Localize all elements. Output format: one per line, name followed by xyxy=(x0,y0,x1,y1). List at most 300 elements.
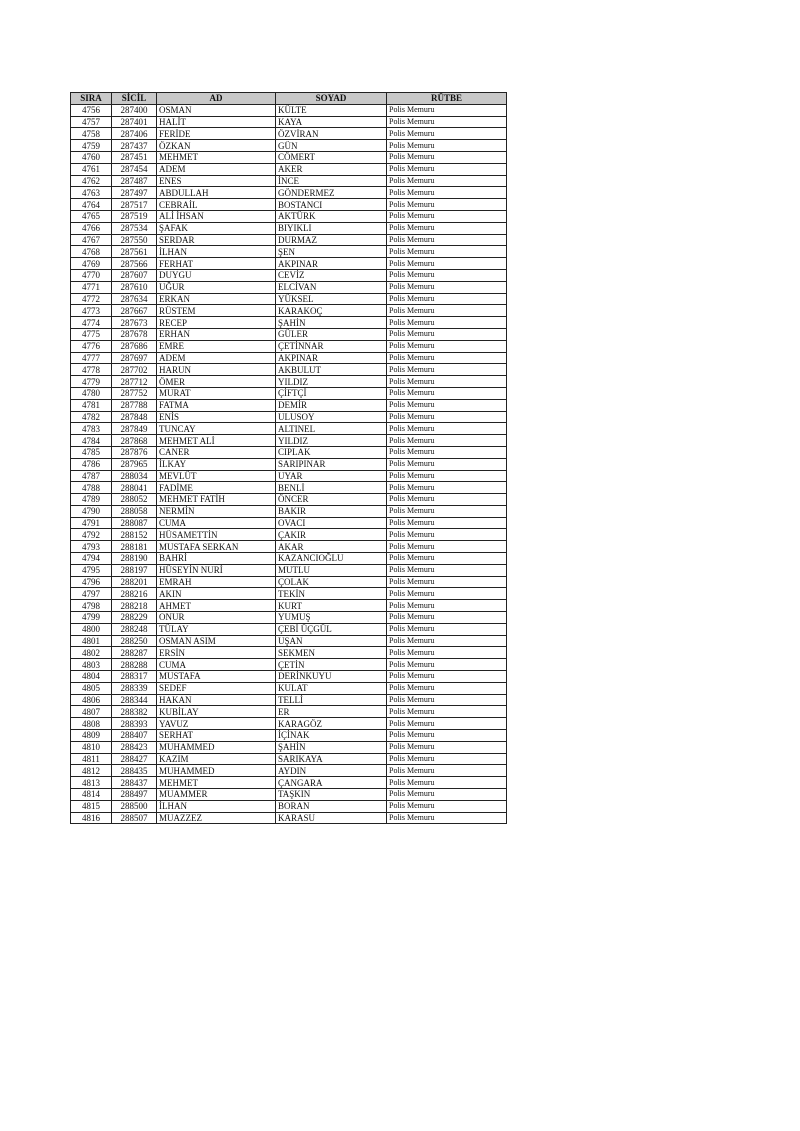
cell-rutbe: Polis Memuru xyxy=(387,470,507,482)
cell-sira: 4799 xyxy=(71,612,112,624)
header-sicil: SİCİL xyxy=(112,93,157,105)
cell-rutbe: Polis Memuru xyxy=(387,151,507,163)
cell-ad: ALİ İHSAN xyxy=(157,210,276,222)
cell-sicil: 288152 xyxy=(112,529,157,541)
cell-sira: 4789 xyxy=(71,494,112,506)
cell-soyad: BIYIKLI xyxy=(276,222,387,234)
cell-sicil: 287965 xyxy=(112,458,157,470)
cell-soyad: AKPINAR xyxy=(276,258,387,270)
cell-sicil: 288435 xyxy=(112,765,157,777)
cell-sicil: 288287 xyxy=(112,647,157,659)
cell-soyad: ULUSOY xyxy=(276,411,387,423)
cell-ad: ENES xyxy=(157,175,276,187)
cell-ad: ERSİN xyxy=(157,647,276,659)
cell-soyad: YILDIZ xyxy=(276,435,387,447)
cell-rutbe: Polis Memuru xyxy=(387,364,507,376)
table-row xyxy=(71,647,507,659)
cell-ad: MURAT xyxy=(157,387,276,399)
cell-soyad: AKTÜRK xyxy=(276,210,387,222)
cell-rutbe: Polis Memuru xyxy=(387,246,507,258)
cell-rutbe: Polis Memuru xyxy=(387,458,507,470)
cell-ad: YAVUZ xyxy=(157,718,276,730)
cell-sira: 4785 xyxy=(71,446,112,458)
cell-ad: ENİS xyxy=(157,411,276,423)
table-row xyxy=(71,199,507,211)
cell-rutbe: Polis Memuru xyxy=(387,175,507,187)
cell-soyad: DEMİR xyxy=(276,399,387,411)
cell-rutbe: Polis Memuru xyxy=(387,541,507,553)
cell-soyad: KAYA xyxy=(276,116,387,128)
cell-soyad: YILDIZ xyxy=(276,376,387,388)
table-row xyxy=(71,458,507,470)
cell-rutbe: Polis Memuru xyxy=(387,718,507,730)
cell-ad: FERİDE xyxy=(157,128,276,140)
cell-rutbe: Polis Memuru xyxy=(387,269,507,281)
cell-sira: 4788 xyxy=(71,482,112,494)
cell-sicil: 287497 xyxy=(112,187,157,199)
cell-sira: 4757 xyxy=(71,116,112,128)
table-row xyxy=(71,222,507,234)
table-header xyxy=(71,93,507,105)
table-row xyxy=(71,234,507,246)
table-row xyxy=(71,789,507,801)
table-row xyxy=(71,741,507,753)
cell-sira: 4796 xyxy=(71,576,112,588)
table-row xyxy=(71,210,507,222)
cell-sira: 4773 xyxy=(71,305,112,317)
cell-sira: 4794 xyxy=(71,553,112,565)
table-row xyxy=(71,541,507,553)
cell-soyad: BORAN xyxy=(276,800,387,812)
cell-soyad: KARASU xyxy=(276,812,387,824)
cell-soyad: KARAKOÇ xyxy=(276,305,387,317)
cell-rutbe: Polis Memuru xyxy=(387,423,507,435)
cell-sicil: 288087 xyxy=(112,517,157,529)
cell-soyad: MUTLU xyxy=(276,564,387,576)
table-row xyxy=(71,682,507,694)
cell-sicil: 287401 xyxy=(112,116,157,128)
cell-ad: NERMİN xyxy=(157,505,276,517)
cell-sira: 4801 xyxy=(71,635,112,647)
cell-rutbe: Polis Memuru xyxy=(387,376,507,388)
table-row xyxy=(71,151,507,163)
cell-soyad: ÇEBİ ÜÇGÜL xyxy=(276,623,387,635)
cell-sicil: 287678 xyxy=(112,328,157,340)
cell-sira: 4768 xyxy=(71,246,112,258)
header-soyad: SOYAD xyxy=(276,93,387,105)
cell-soyad: ŞAHİN xyxy=(276,317,387,329)
cell-soyad: UŞAN xyxy=(276,635,387,647)
cell-sira: 4798 xyxy=(71,600,112,612)
cell-sira: 4808 xyxy=(71,718,112,730)
cell-ad: MEHMET xyxy=(157,777,276,789)
cell-soyad: GÖNDERMEZ xyxy=(276,187,387,199)
cell-rutbe: Polis Memuru xyxy=(387,600,507,612)
cell-rutbe: Polis Memuru xyxy=(387,612,507,624)
cell-rutbe: Polis Memuru xyxy=(387,411,507,423)
cell-rutbe: Polis Memuru xyxy=(387,328,507,340)
cell-ad: MUSTAFA SERKAN xyxy=(157,541,276,553)
cell-rutbe: Polis Memuru xyxy=(387,682,507,694)
cell-soyad: YUMUŞ xyxy=(276,612,387,624)
cell-sicil: 288218 xyxy=(112,600,157,612)
table-row xyxy=(71,564,507,576)
cell-soyad: ÖZVİRAN xyxy=(276,128,387,140)
table-row xyxy=(71,269,507,281)
cell-sira: 4761 xyxy=(71,163,112,175)
cell-sicil: 287848 xyxy=(112,411,157,423)
cell-rutbe: Polis Memuru xyxy=(387,482,507,494)
cell-sicil: 287550 xyxy=(112,234,157,246)
cell-sicil: 288344 xyxy=(112,694,157,706)
cell-rutbe: Polis Memuru xyxy=(387,765,507,777)
cell-sicil: 287876 xyxy=(112,446,157,458)
cell-soyad: UYAR xyxy=(276,470,387,482)
cell-sicil: 288317 xyxy=(112,671,157,683)
cell-rutbe: Polis Memuru xyxy=(387,800,507,812)
header-row xyxy=(71,93,507,105)
cell-sicil: 287788 xyxy=(112,399,157,411)
cell-ad: MUHAMMED xyxy=(157,765,276,777)
table-row xyxy=(71,116,507,128)
cell-rutbe: Polis Memuru xyxy=(387,210,507,222)
cell-rutbe: Polis Memuru xyxy=(387,623,507,635)
cell-sira: 4793 xyxy=(71,541,112,553)
cell-rutbe: Polis Memuru xyxy=(387,647,507,659)
cell-soyad: CIPLAK xyxy=(276,446,387,458)
cell-rutbe: Polis Memuru xyxy=(387,706,507,718)
cell-sicil: 288339 xyxy=(112,682,157,694)
cell-sicil: 287566 xyxy=(112,258,157,270)
cell-ad: HALİT xyxy=(157,116,276,128)
table-row xyxy=(71,494,507,506)
cell-soyad: TAŞKIN xyxy=(276,789,387,801)
table-body xyxy=(71,104,507,824)
cell-rutbe: Polis Memuru xyxy=(387,435,507,447)
table-row xyxy=(71,576,507,588)
cell-sira: 4812 xyxy=(71,765,112,777)
cell-sicil: 288216 xyxy=(112,588,157,600)
cell-ad: MUHAMMED xyxy=(157,741,276,753)
cell-ad: TUNCAY xyxy=(157,423,276,435)
cell-soyad: AKPINAR xyxy=(276,352,387,364)
cell-soyad: KAZANCIOĞLU xyxy=(276,553,387,565)
cell-ad: SEDEF xyxy=(157,682,276,694)
cell-sicil: 288248 xyxy=(112,623,157,635)
cell-sicil: 288427 xyxy=(112,753,157,765)
cell-sira: 4759 xyxy=(71,140,112,152)
cell-sira: 4760 xyxy=(71,151,112,163)
cell-ad: İLHAN xyxy=(157,800,276,812)
cell-rutbe: Polis Memuru xyxy=(387,340,507,352)
cell-sira: 4790 xyxy=(71,505,112,517)
cell-ad: KAZIM xyxy=(157,753,276,765)
cell-soyad: TELLİ xyxy=(276,694,387,706)
cell-ad: FADİME xyxy=(157,482,276,494)
cell-soyad: ER xyxy=(276,706,387,718)
cell-rutbe: Polis Memuru xyxy=(387,258,507,270)
cell-ad: FERHAT xyxy=(157,258,276,270)
cell-sira: 4800 xyxy=(71,623,112,635)
cell-ad: ERKAN xyxy=(157,293,276,305)
cell-soyad: BAKIR xyxy=(276,505,387,517)
cell-sira: 4809 xyxy=(71,730,112,742)
cell-sicil: 288034 xyxy=(112,470,157,482)
cell-sicil: 287517 xyxy=(112,199,157,211)
table-row xyxy=(71,399,507,411)
cell-sira: 4811 xyxy=(71,753,112,765)
cell-rutbe: Polis Memuru xyxy=(387,305,507,317)
table-row xyxy=(71,140,507,152)
cell-sira: 4795 xyxy=(71,564,112,576)
table-row xyxy=(71,777,507,789)
table-row xyxy=(71,470,507,482)
cell-ad: MUAMMER xyxy=(157,789,276,801)
cell-ad: ADEM xyxy=(157,163,276,175)
cell-rutbe: Polis Memuru xyxy=(387,635,507,647)
cell-soyad: AKAR xyxy=(276,541,387,553)
cell-ad: BAHRİ xyxy=(157,553,276,565)
cell-sicil: 288288 xyxy=(112,659,157,671)
cell-sira: 4769 xyxy=(71,258,112,270)
cell-rutbe: Polis Memuru xyxy=(387,529,507,541)
cell-sira: 4772 xyxy=(71,293,112,305)
header-rutbe: RÜTBE xyxy=(387,93,507,105)
cell-ad: CANER xyxy=(157,446,276,458)
cell-sira: 4776 xyxy=(71,340,112,352)
cell-sicil: 287534 xyxy=(112,222,157,234)
cell-sicil: 288500 xyxy=(112,800,157,812)
cell-ad: RÜSTEM xyxy=(157,305,276,317)
cell-rutbe: Polis Memuru xyxy=(387,140,507,152)
cell-sicil: 287519 xyxy=(112,210,157,222)
cell-sicil: 288058 xyxy=(112,505,157,517)
table-row xyxy=(71,505,507,517)
cell-soyad: ÇİFTÇİ xyxy=(276,387,387,399)
cell-sicil: 287752 xyxy=(112,387,157,399)
cell-sira: 4779 xyxy=(71,376,112,388)
cell-ad: İLHAN xyxy=(157,246,276,258)
cell-soyad: AYDIN xyxy=(276,765,387,777)
cell-soyad: AKBULUT xyxy=(276,364,387,376)
cell-ad: MUSTAFA xyxy=(157,671,276,683)
table-row xyxy=(71,128,507,140)
cell-ad: ÖZKAN xyxy=(157,140,276,152)
cell-sira: 4813 xyxy=(71,777,112,789)
table-row xyxy=(71,328,507,340)
cell-rutbe: Polis Memuru xyxy=(387,104,507,116)
table-row xyxy=(71,765,507,777)
cell-sira: 4797 xyxy=(71,588,112,600)
cell-sicil: 287607 xyxy=(112,269,157,281)
table-row xyxy=(71,281,507,293)
cell-ad: HAKAN xyxy=(157,694,276,706)
cell-rutbe: Polis Memuru xyxy=(387,517,507,529)
cell-soyad: GÜN xyxy=(276,140,387,152)
cell-sicil: 287487 xyxy=(112,175,157,187)
cell-soyad: İNCE xyxy=(276,175,387,187)
cell-rutbe: Polis Memuru xyxy=(387,694,507,706)
table-row xyxy=(71,588,507,600)
cell-sira: 4766 xyxy=(71,222,112,234)
table-row xyxy=(71,706,507,718)
cell-sira: 4770 xyxy=(71,269,112,281)
header-ad: AD xyxy=(157,93,276,105)
cell-rutbe: Polis Memuru xyxy=(387,494,507,506)
cell-ad: ÖMER xyxy=(157,376,276,388)
cell-ad: ERHAN xyxy=(157,328,276,340)
cell-soyad: İÇİNAK xyxy=(276,730,387,742)
cell-soyad: KURT xyxy=(276,600,387,612)
cell-sira: 4782 xyxy=(71,411,112,423)
cell-rutbe: Polis Memuru xyxy=(387,812,507,824)
table-row xyxy=(71,659,507,671)
cell-rutbe: Polis Memuru xyxy=(387,222,507,234)
table-row xyxy=(71,718,507,730)
cell-rutbe: Polis Memuru xyxy=(387,789,507,801)
table-row xyxy=(71,387,507,399)
cell-rutbe: Polis Memuru xyxy=(387,163,507,175)
table-row xyxy=(71,104,507,116)
table-row xyxy=(71,364,507,376)
table-row xyxy=(71,258,507,270)
header-sira: SIRA xyxy=(71,93,112,105)
cell-sira: 4803 xyxy=(71,659,112,671)
cell-rutbe: Polis Memuru xyxy=(387,553,507,565)
cell-ad: CEBRAİL xyxy=(157,199,276,211)
cell-sicil: 288052 xyxy=(112,494,157,506)
cell-rutbe: Polis Memuru xyxy=(387,505,507,517)
cell-ad: HÜSEYİN NURİ xyxy=(157,564,276,576)
cell-sicil: 288497 xyxy=(112,789,157,801)
cell-rutbe: Polis Memuru xyxy=(387,187,507,199)
cell-sira: 4774 xyxy=(71,317,112,329)
cell-ad: CUMA xyxy=(157,517,276,529)
cell-sira: 4810 xyxy=(71,741,112,753)
cell-sira: 4756 xyxy=(71,104,112,116)
cell-sicil: 288393 xyxy=(112,718,157,730)
cell-ad: İLKAY xyxy=(157,458,276,470)
cell-sicil: 288407 xyxy=(112,730,157,742)
cell-sira: 4807 xyxy=(71,706,112,718)
cell-sira: 4791 xyxy=(71,517,112,529)
table-row xyxy=(71,305,507,317)
table-row xyxy=(71,175,507,187)
cell-soyad: ÇETİN xyxy=(276,659,387,671)
cell-rutbe: Polis Memuru xyxy=(387,128,507,140)
table-row xyxy=(71,730,507,742)
table-row xyxy=(71,600,507,612)
cell-sira: 4765 xyxy=(71,210,112,222)
cell-sicil: 287697 xyxy=(112,352,157,364)
cell-ad: ABDULLAH xyxy=(157,187,276,199)
cell-ad: SERHAT xyxy=(157,730,276,742)
cell-soyad: DERİNKUYU xyxy=(276,671,387,683)
cell-soyad: KULAT xyxy=(276,682,387,694)
cell-rutbe: Polis Memuru xyxy=(387,659,507,671)
table-row xyxy=(71,812,507,824)
cell-ad: OSMAN ASIM xyxy=(157,635,276,647)
cell-rutbe: Polis Memuru xyxy=(387,399,507,411)
cell-sicil: 287610 xyxy=(112,281,157,293)
cell-ad: SERDAR xyxy=(157,234,276,246)
cell-sicil: 287561 xyxy=(112,246,157,258)
personnel-table xyxy=(70,92,507,824)
table-row xyxy=(71,694,507,706)
cell-rutbe: Polis Memuru xyxy=(387,446,507,458)
cell-rutbe: Polis Memuru xyxy=(387,199,507,211)
cell-sira: 4764 xyxy=(71,199,112,211)
cell-ad: MUAZZEZ xyxy=(157,812,276,824)
table-row xyxy=(71,376,507,388)
cell-sicil: 288423 xyxy=(112,741,157,753)
cell-soyad: ALTINEL xyxy=(276,423,387,435)
cell-ad: UĞUR xyxy=(157,281,276,293)
cell-sicil: 287400 xyxy=(112,104,157,116)
cell-rutbe: Polis Memuru xyxy=(387,588,507,600)
cell-rutbe: Polis Memuru xyxy=(387,116,507,128)
cell-soyad: ÇANGARA xyxy=(276,777,387,789)
table-row xyxy=(71,671,507,683)
cell-sicil: 287454 xyxy=(112,163,157,175)
cell-sira: 4763 xyxy=(71,187,112,199)
cell-rutbe: Polis Memuru xyxy=(387,730,507,742)
table-row xyxy=(71,553,507,565)
cell-sira: 4816 xyxy=(71,812,112,824)
cell-sira: 4783 xyxy=(71,423,112,435)
cell-sira: 4775 xyxy=(71,328,112,340)
cell-sira: 4781 xyxy=(71,399,112,411)
cell-ad: EMRAH xyxy=(157,576,276,588)
cell-ad: DUYGU xyxy=(157,269,276,281)
cell-soyad: BENLİ xyxy=(276,482,387,494)
cell-ad: ONUR xyxy=(157,612,276,624)
cell-soyad: SARIPINAR xyxy=(276,458,387,470)
table-row xyxy=(71,612,507,624)
cell-sira: 4806 xyxy=(71,694,112,706)
table-row xyxy=(71,517,507,529)
cell-sicil: 287702 xyxy=(112,364,157,376)
cell-soyad: ÇOLAK xyxy=(276,576,387,588)
cell-ad: CUMA xyxy=(157,659,276,671)
cell-sicil: 288041 xyxy=(112,482,157,494)
cell-rutbe: Polis Memuru xyxy=(387,387,507,399)
cell-sira: 4778 xyxy=(71,364,112,376)
cell-sicil: 288190 xyxy=(112,553,157,565)
cell-sira: 4802 xyxy=(71,647,112,659)
table-row xyxy=(71,753,507,765)
cell-ad: EMRE xyxy=(157,340,276,352)
table-row xyxy=(71,482,507,494)
cell-sira: 4777 xyxy=(71,352,112,364)
cell-soyad: YÜKSEL xyxy=(276,293,387,305)
cell-sicil: 287849 xyxy=(112,423,157,435)
table-row xyxy=(71,423,507,435)
cell-rutbe: Polis Memuru xyxy=(387,576,507,588)
cell-sicil: 288507 xyxy=(112,812,157,824)
table-row xyxy=(71,187,507,199)
cell-soyad: ÇAKIR xyxy=(276,529,387,541)
cell-sicil: 287437 xyxy=(112,140,157,152)
cell-sira: 4767 xyxy=(71,234,112,246)
cell-soyad: SEKMEN xyxy=(276,647,387,659)
cell-soyad: ELCİVAN xyxy=(276,281,387,293)
cell-ad: TÜLAY xyxy=(157,623,276,635)
cell-sira: 4805 xyxy=(71,682,112,694)
cell-sira: 4814 xyxy=(71,789,112,801)
table-row xyxy=(71,446,507,458)
table-row xyxy=(71,163,507,175)
